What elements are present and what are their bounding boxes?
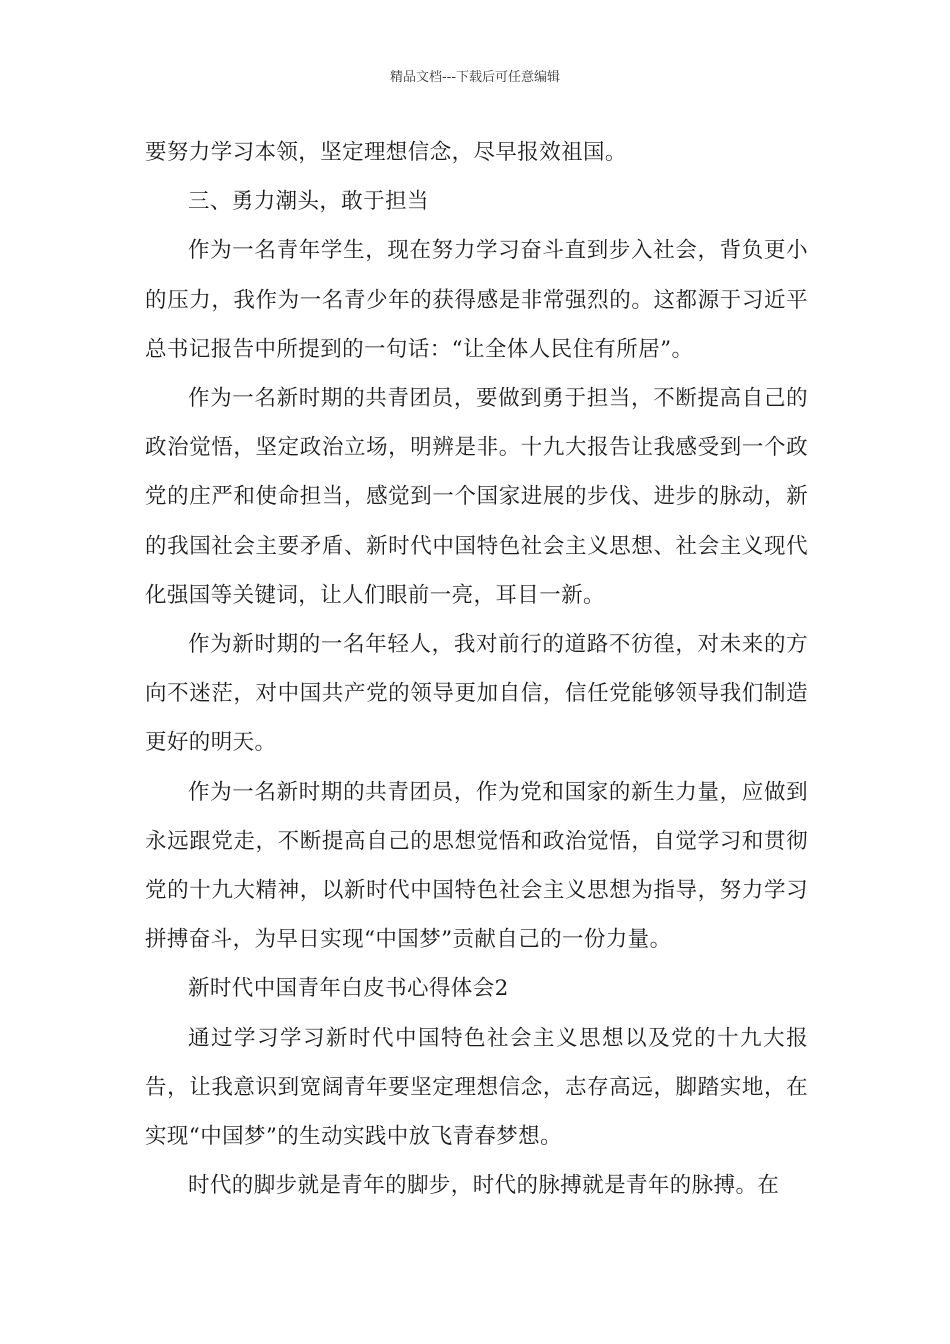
paragraph-1: 要努力学习本领，坚定理想信念，尽早报效祖国。	[145, 140, 627, 165]
article-title: 新时代中国青年白皮书心得体会2	[188, 976, 509, 1002]
paragraph-6: 通过学习学习新时代中国特色社会主义思想以及党的十九大报告，让我意识到宽阔青年要坚定理想信念，志存高远，脚踏实地，在实现“中国梦”的生动实践中放飞青春梦想。	[145, 1025, 808, 1150]
paragraph-5: 作为一名新时期的共青团员，作为党和国家的新生力量，应做到永远跟党走，不断提高自己的思想觉悟和政治觉悟，自觉学习和贯彻党的十九大精神，以新时代中国特色社会主义思想为指导，努力学习拼搏奋斗，为早日实现“中国梦”贡献自己的一份力量。	[145, 779, 808, 953]
page-header: 精品文档---下载后可任意编辑	[389, 70, 561, 85]
document-body	[145, 128, 808, 1210]
paragraph-3: 作为一名新时期的共青团员，要做到勇于担当，不断提高自己的政治觉悟，坚定政治立场，明辨是非。十九大报告让我感受到一个政党的庄严和使命担当，感觉到一个国家进展的步伐、进步的脉动，新的我国社会主要矛盾、新时代中国特色社会主义思想、社会主义现代化强国等关键词，让人们眼前一亮，耳目一新。	[145, 386, 808, 608]
paragraph-4: 作为新时期的一名年轻人，我对前行的道路不彷徨，对未来的方向不迷茫，对中国共产党的领导更加自信，信任党能够领导我们制造更好的明天。	[145, 632, 808, 756]
paragraph-2: 作为一名青年学生，现在努力学习奋斗直到步入社会，背负更小的压力，我作为一名青少年的获得感是非常强烈的。这都源于习近平总书记报告中所提到的一句话：“让全体人民住有所居”。	[145, 238, 808, 362]
section-heading: 三、勇力潮头，敢于担当	[188, 189, 429, 215]
paragraph-7: 时代的脚步就是青年的脚步，时代的脉搏就是青年的脉搏。在	[188, 1173, 780, 1199]
